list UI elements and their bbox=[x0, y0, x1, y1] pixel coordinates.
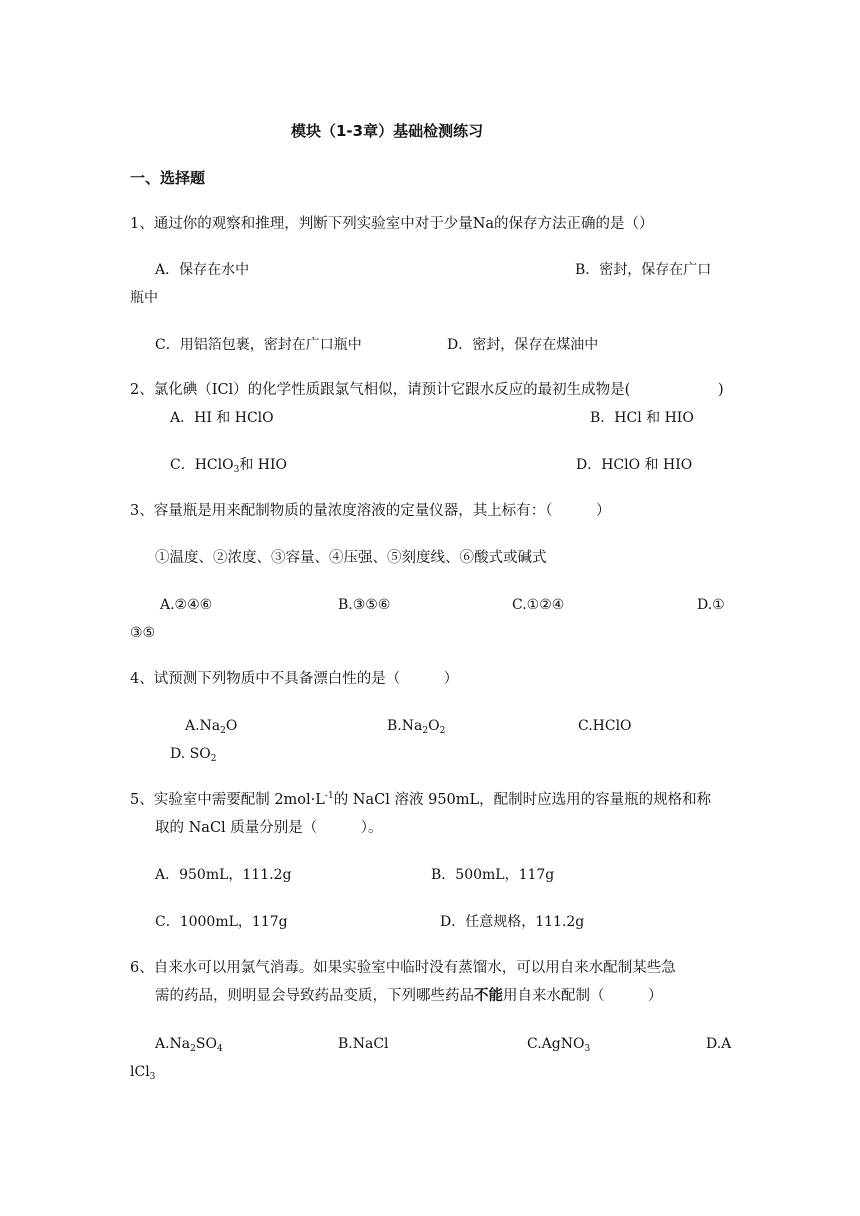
q1-option-b-wrap: 瓶中 bbox=[130, 290, 158, 306]
question-6-stem: 6、自来水可以用氯气消毒。如果实验室中临时没有蒸馏水，可以用自来水配制某些急 bbox=[130, 960, 676, 976]
page-title: 模块（1-3章）基础检测练习 bbox=[291, 122, 484, 140]
emphasis-not-allowed: 不能 bbox=[474, 988, 503, 1004]
q4-option-d: D. $SO_2$ bbox=[170, 746, 217, 764]
q2-option-c: C．HClO$_3$和 HIO bbox=[170, 457, 287, 475]
q3-option-b: B.③⑤⑥ bbox=[338, 597, 391, 613]
q3-option-a: A.②④⑥ bbox=[160, 597, 213, 613]
q1-option-b: B．密封，保存在广口 bbox=[575, 262, 712, 278]
q4-option-c: C.HClO bbox=[578, 718, 632, 734]
q1-option-d: D．密封，保存在煤油中 bbox=[447, 337, 599, 353]
question-1-stem: 1、通过你的观察和推理，判断下列实验室中对于少量Na的保存方法正确的是（） bbox=[130, 216, 654, 232]
q1-option-a: A．保存在水中 bbox=[155, 262, 250, 278]
q1-option-c: C．用铝箔包裹，密封在广口瓶中 bbox=[155, 337, 362, 353]
q6-option-b: B.NaCl bbox=[338, 1036, 389, 1052]
q6-option-a: $A.Na_2SO_4$ bbox=[155, 1036, 223, 1054]
q5-option-c: C．1000mL，117g bbox=[155, 914, 288, 930]
question-5-stem-wrap: 取的 NaCl 质量分别是（ ）。 bbox=[155, 820, 383, 836]
q5-option-d: D．任意规格，111.2g bbox=[440, 914, 585, 930]
question-5-stem: 5、实验室中需要配制 $2mol\cdot L^{-1}$的 NaCl 溶液 950mL，配制时应选用的容量瓶的规格和称 bbox=[130, 791, 712, 808]
q2-option-b: B．HCl 和 HIO bbox=[590, 410, 694, 426]
q2-option-a: A．HI 和 HClO bbox=[170, 410, 274, 426]
q3-option-d-wrap: ③⑤ bbox=[130, 625, 156, 641]
q3-option-c: C.①②④ bbox=[512, 597, 565, 613]
question-3-stem: 3、容量瓶是用来配制物质的量浓度溶液的定量仪器，其上标有：（ ） bbox=[130, 503, 611, 519]
q6-option-d: D.A bbox=[706, 1036, 732, 1052]
q4-option-b: $B.Na_2O_2$ bbox=[387, 718, 446, 736]
q5-option-b: B．500mL，117g bbox=[431, 867, 555, 883]
section-heading: 一、选择题 bbox=[130, 169, 206, 187]
question-6-stem-wrap: 需的药品，则明显会导致药品变质，下列哪些药品不能用自来水配制（ ） bbox=[155, 988, 663, 1004]
question-2-stem: 2、氯化碘（ICl）的化学性质跟氯气相似，请预计它跟水反应的最初生成物是( bbox=[130, 382, 631, 398]
q3-option-d: D.① bbox=[697, 597, 725, 613]
q4-option-a: $A.Na_2O$ bbox=[185, 718, 238, 736]
q2-option-d: D．HClO 和 HIO bbox=[576, 457, 693, 473]
question-2-close-paren: ) bbox=[718, 382, 724, 398]
question-4-stem: 4、试预测下列物质中不具备漂白性的是（ ） bbox=[130, 671, 459, 687]
q3-item-list: ①温度、②浓度、③容量、④压强、⑤刻度线、⑥酸式或碱式 bbox=[155, 550, 547, 566]
q6-option-d-wrap: lCl$_3$ bbox=[130, 1064, 156, 1082]
q6-option-c: C.AgNO$_3$ bbox=[527, 1036, 591, 1054]
q5-option-a: A．950mL，111.2g bbox=[155, 867, 292, 883]
